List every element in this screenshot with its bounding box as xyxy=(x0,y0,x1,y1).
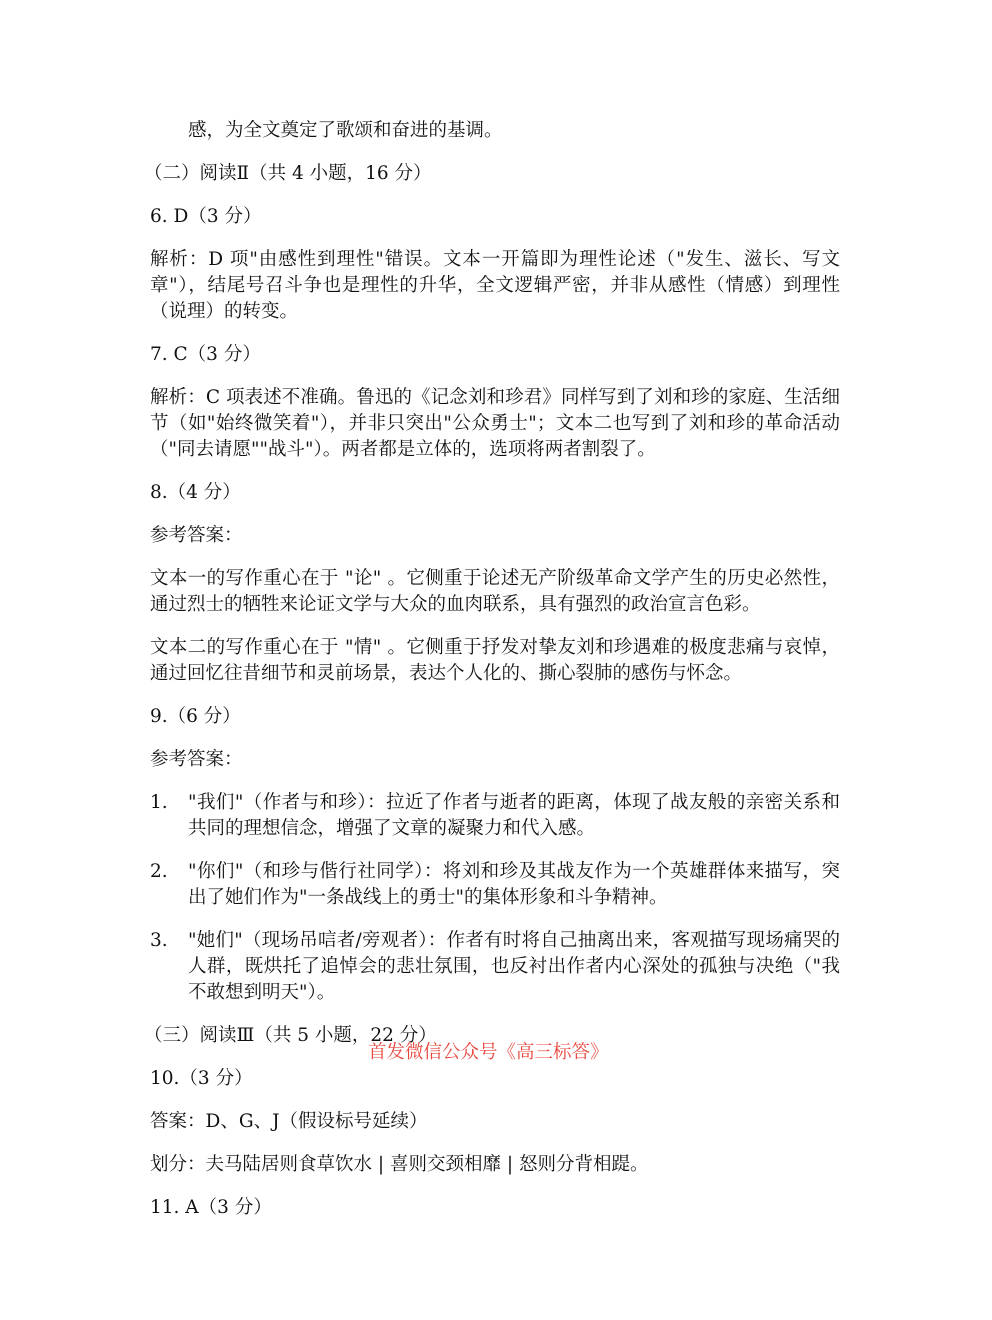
question-11-heading: 11. A（3 分） xyxy=(150,1197,272,1218)
question-9-reference-label: 参考答案： xyxy=(150,749,243,770)
list-item-number: 2. xyxy=(150,861,168,882)
question-10-division: 划分：夫马陆居则食草饮水 | 喜则交颈相靡 | 怒则分背相踶。 xyxy=(150,1154,649,1175)
question-10-answer: 答案：D、G、J（假设标号延续） xyxy=(150,1111,428,1132)
section-2-header: （二）阅读Ⅱ（共 4 小题，16 分） xyxy=(144,163,432,184)
question-8-reference-label: 参考答案： xyxy=(150,525,243,546)
document-body xyxy=(144,118,840,1238)
question-7-heading: 7. C（3 分） xyxy=(150,344,261,365)
question-7-analysis: 解析：C 项表述不准确。鲁迅的《记念刘和珍君》同样写到了刘和珍的家庭、生活细节（如"始终微笑着"），并非只突出"公众勇士"；文本二也写到了刘和珍的革命活动（"同去请愿""战斗"）。两者都是立体的，选项将两者割裂了。 xyxy=(150,387,840,460)
list-item xyxy=(150,790,840,842)
intro-continuation: 感，为全文奠定了歌颂和奋进的基调。 xyxy=(188,120,503,141)
question-8-answer-text-2: 文本二的写作重心在于 "情" 。它侧重于抒发对挚友刘和珍遇难的极度悲痛与哀悼，通过回忆往昔细节和灵前场景，表达个人化的、撕心裂肺的感伤与怀念。 xyxy=(150,637,840,684)
watermark-text: 首发微信公众号《高三标答》 xyxy=(368,1042,609,1063)
question-9-heading: 9.（6 分） xyxy=(150,706,241,727)
question-6-heading: 6. D（3 分） xyxy=(150,206,262,227)
list-item-number: 1. xyxy=(150,792,168,813)
list-item xyxy=(150,859,840,911)
list-item-text: "我们"（作者与和珍）：拉近了作者与逝者的距离，体现了战友般的亲密关系和共同的理想信念，增强了文章的凝聚力和代入感。 xyxy=(188,792,840,839)
list-item xyxy=(150,928,840,1006)
list-item-number: 3. xyxy=(150,930,168,951)
question-8-heading: 8.（4 分） xyxy=(150,482,241,503)
list-item-text: "你们"（和珍与偕行社同学）：将刘和珍及其战友作为一个英雄群体来描写，突出了她们作为"一条战线上的勇士"的集体形象和斗争精神。 xyxy=(188,861,840,908)
question-9-answer-list xyxy=(150,790,840,1006)
question-8-answer-text-1: 文本一的写作重心在于 "论" 。它侧重于论述无产阶级革命文学产生的历史必然性，通过烈士的牺牲来论证文学与大众的血肉联系，具有强烈的政治宣言色彩。 xyxy=(150,568,840,615)
section-3-header: （三）阅读Ⅲ（共 5 小题，22 分） xyxy=(144,1025,437,1046)
question-10-heading: 10.（3 分） xyxy=(150,1068,253,1089)
list-item-text: "她们"（现场吊唁者/旁观者）：作者有时将自己抽离出来，客观描写现场痛哭的人群，既烘托了追悼会的悲壮氛围，也反衬出作者内心深处的孤独与决绝（"我不敢想到明天"）。 xyxy=(188,930,840,1003)
question-6-analysis: 解析：D 项"由感性到理性"错误。文本一开篇即为理性论述（"发生、滋长、写文章"），结尾号召斗争也是理性的升华，全文逻辑严密，并非从感性（情感）到理性（说理）的转变。 xyxy=(150,249,840,322)
